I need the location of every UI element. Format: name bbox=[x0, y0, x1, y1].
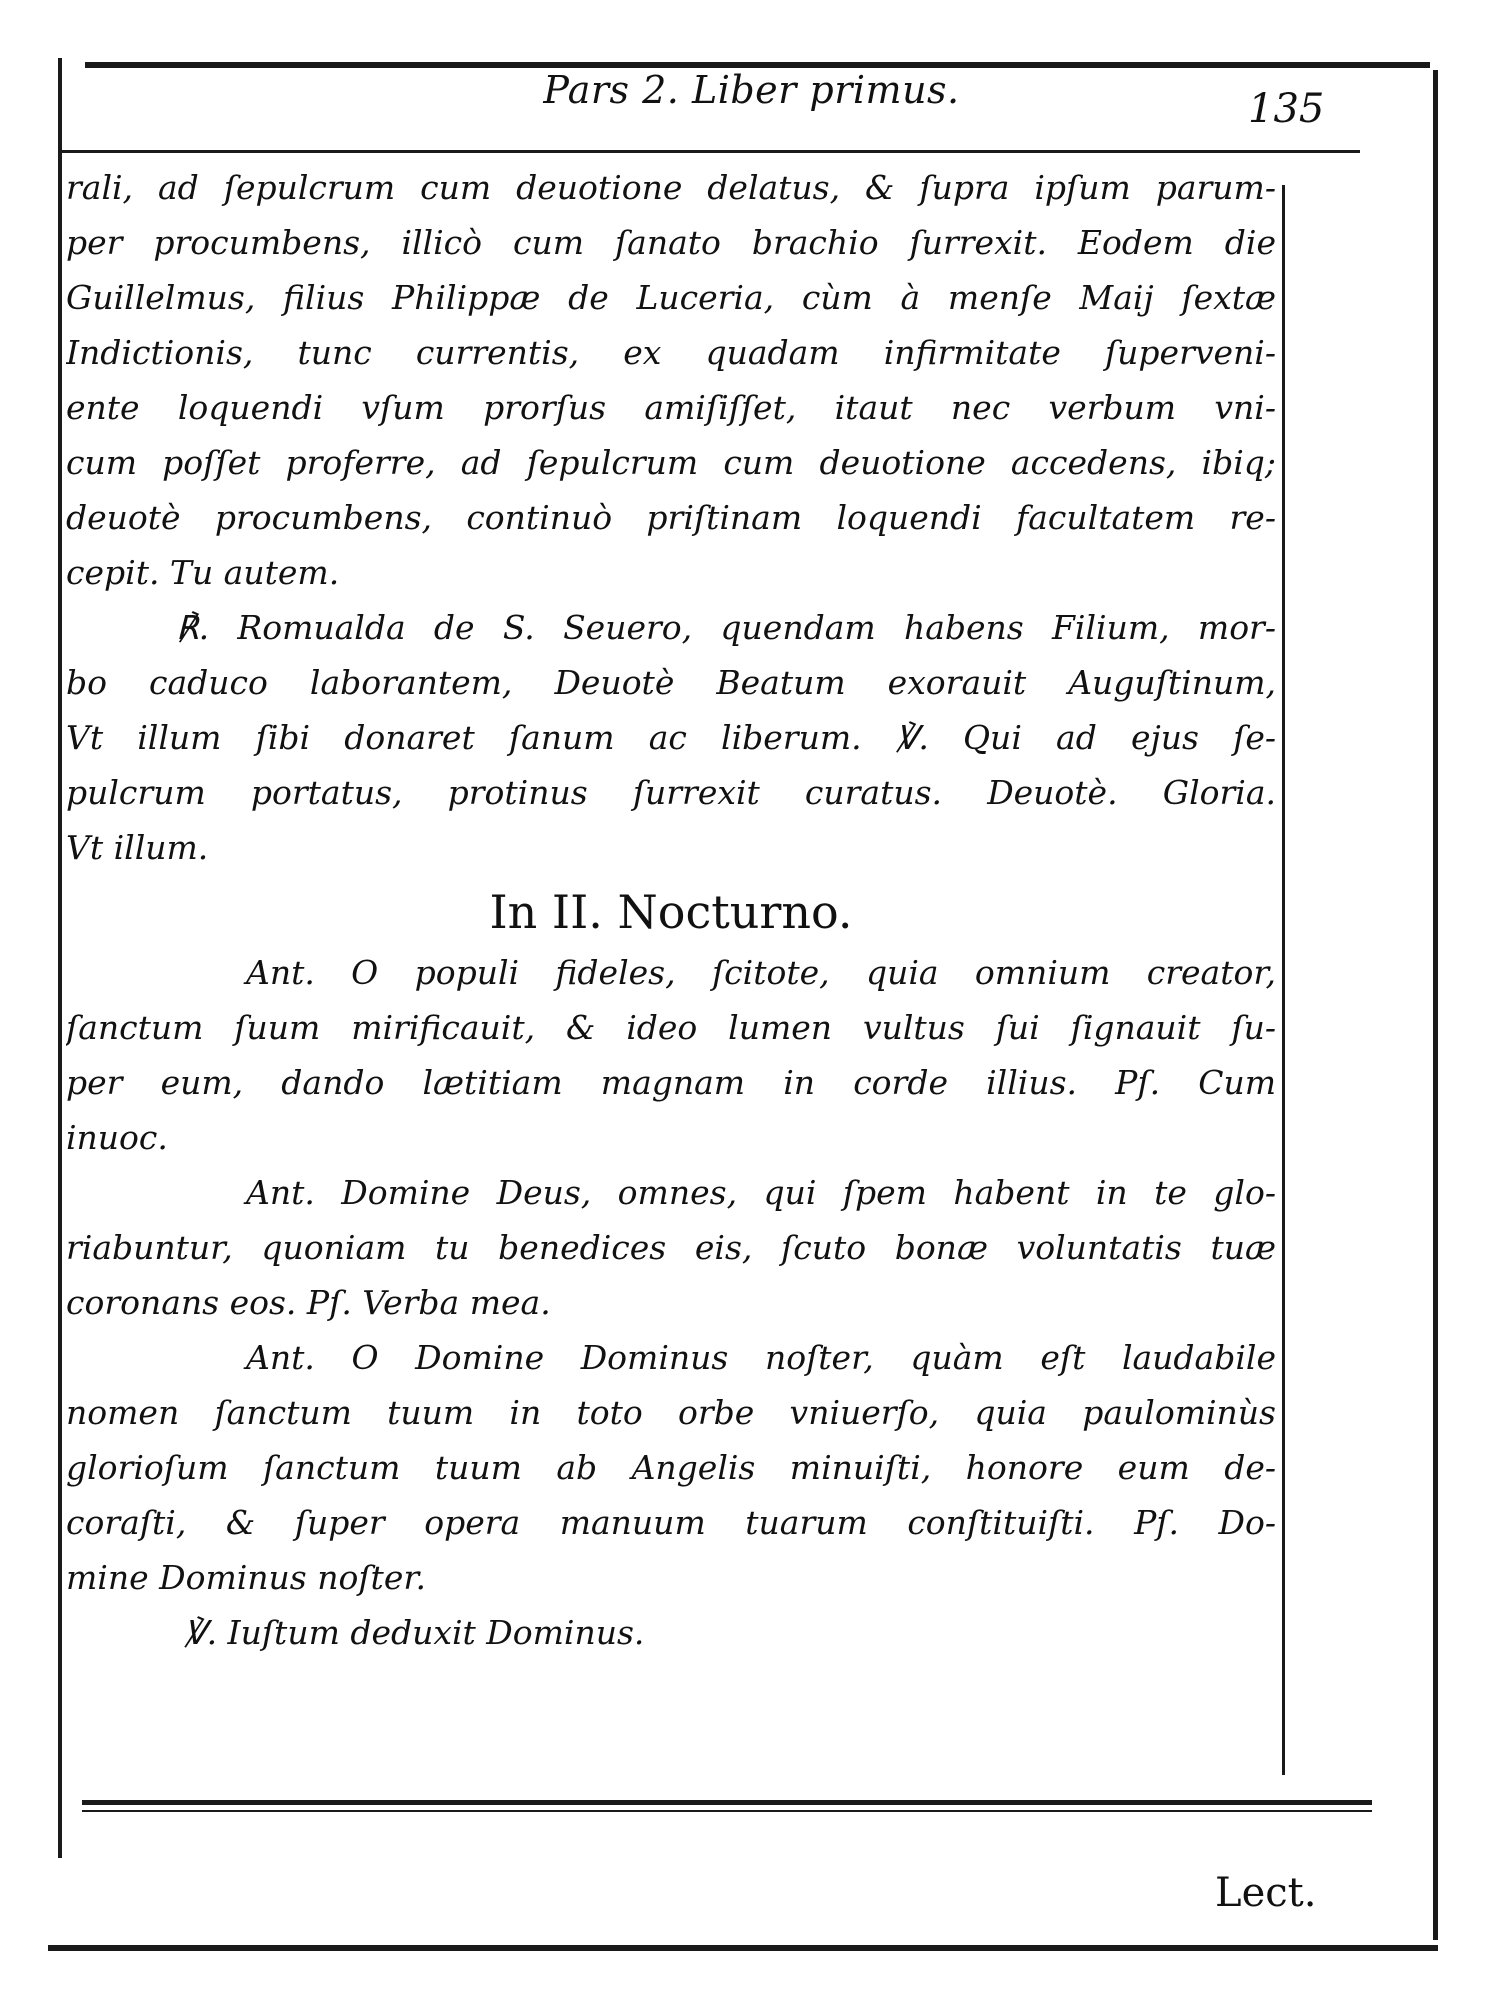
section-heading: In II. Nocturno. bbox=[489, 885, 853, 939]
text-line: cepit. Tu autem. bbox=[66, 553, 340, 592]
text-line: ſanctum ſuum mirificauit, & ideo lumen vultus ſui ſignauit ſu- bbox=[66, 1008, 1276, 1047]
footer-border-rule bbox=[48, 1945, 1438, 1951]
text-line: Guillelmus, filius Philippæ de Luceria, cùm à menſe Maij ſextæ bbox=[66, 278, 1276, 317]
text-line: glorioſum ſanctum tuum ab Angelis minuiſti, honore eum de- bbox=[66, 1448, 1276, 1487]
text-line: bo caduco laborantem, Deuotè Beatum exorauit Auguſtinum, bbox=[66, 663, 1276, 702]
text-line: nomen ſanctum tuum in toto orbe vniuerſo, quia paulominùs bbox=[66, 1393, 1276, 1432]
text-line: riabuntur, quoniam tu benedices eis, ſcuto bonæ voluntatis tuæ bbox=[66, 1228, 1276, 1267]
text-line: deuotè procumbens, continuò priſtinam loquendi facultatem re- bbox=[66, 498, 1276, 537]
main-text bbox=[66, 160, 1276, 1660]
responsory-line: ℟. Romualda de S. Seuero, quendam habens Filium, mor- bbox=[176, 608, 1276, 647]
bottom-border-rule bbox=[82, 1800, 1372, 1805]
text-line: Indictionis, tunc currentis, ex quadam infirmitate ſuperveni- bbox=[66, 333, 1276, 372]
text-line: inuoc. bbox=[66, 1118, 168, 1157]
text-line: per procumbens, illicò cum ſanato brachio ſurrexit. Eodem die bbox=[66, 223, 1276, 262]
text-line: cum poſſet proferre, ad ſepulcrum cum deuotione accedens, ibiq; bbox=[66, 443, 1276, 482]
versicle-line: ℣. Iuſtum deduxit Dominus. bbox=[184, 1613, 645, 1652]
page-number: 135 bbox=[1248, 86, 1325, 132]
antiphon-line: Ant. O populi fideles, ſcitote, quia omnium creator, bbox=[246, 953, 1276, 992]
text-line: ente loquendi vſum prorſus amiſiſſet, itaut nec verbum vni- bbox=[66, 388, 1276, 427]
text-line: rali, ad ſepulcrum cum deuotione delatus, & ſupra ipſum parum- bbox=[66, 168, 1276, 207]
right-inner-border-rule bbox=[1282, 185, 1285, 1775]
text-line: Vt illum. bbox=[66, 828, 209, 867]
running-head: Pars 2. Liber primus. bbox=[543, 68, 960, 112]
bottom-border-rule-thin bbox=[82, 1810, 1372, 1812]
left-border-rule bbox=[58, 58, 62, 1858]
text-line: Vt illum ſibi donaret ſanum ac liberum. ℣. Qui ad ejus ſe- bbox=[66, 718, 1276, 757]
antiphon-line: Ant. O Domine Dominus noſter, quàm eſt laudabile bbox=[246, 1338, 1276, 1377]
antiphon-line: Ant. Domine Deus, omnes, qui ſpem habent in te glo- bbox=[246, 1173, 1276, 1212]
catchword: Lect. bbox=[1215, 1870, 1317, 1916]
header-divider-rule bbox=[60, 150, 1360, 153]
text-line: mine Dominus noſter. bbox=[66, 1558, 426, 1597]
text-line: coraſti, & ſuper opera manuum tuarum conſtituiſti. Pſ. Do- bbox=[66, 1503, 1276, 1542]
text-line: coronans eos. Pſ. Verba mea. bbox=[66, 1283, 551, 1322]
right-outer-border-rule bbox=[1433, 70, 1438, 1940]
text-line: pulcrum portatus, protinus ſurrexit curatus. Deuotè. Gloria. bbox=[66, 773, 1276, 812]
text-line: per eum, dando lætitiam magnam in corde illius. Pſ. Cum bbox=[66, 1063, 1276, 1102]
